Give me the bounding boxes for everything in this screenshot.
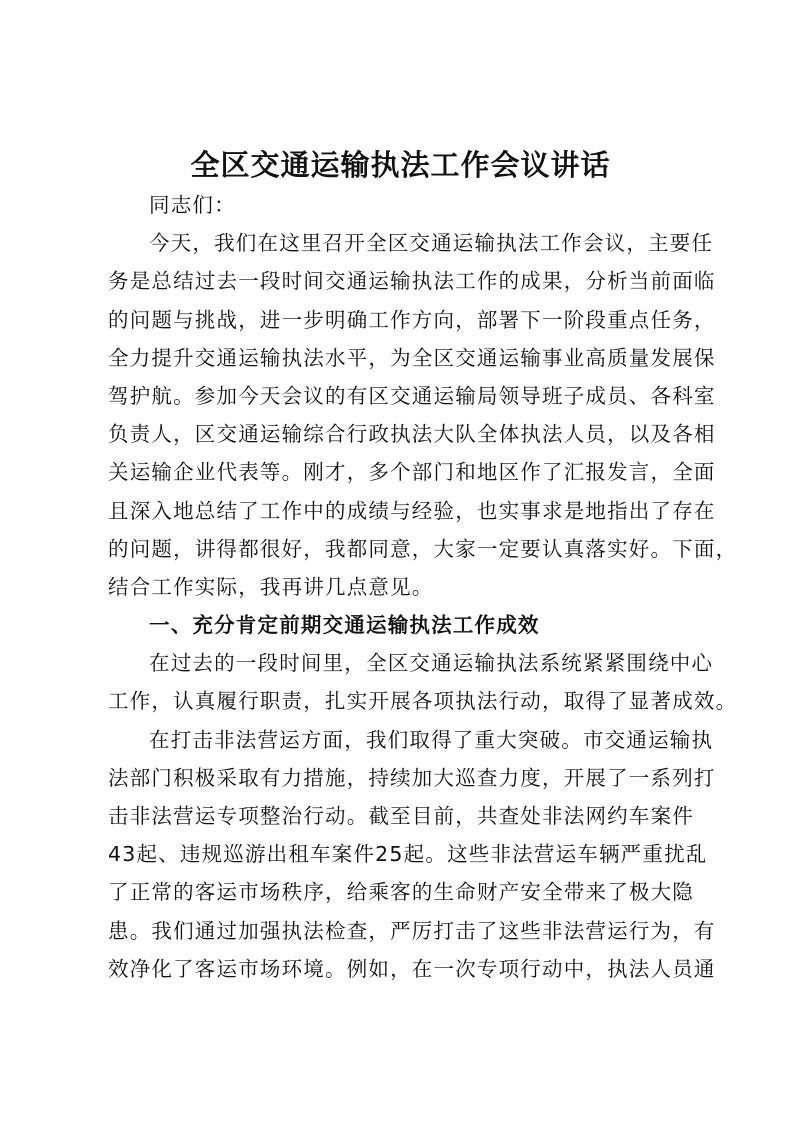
paragraph-line: 43起、违规巡游出租车案件25起。这些非法营运车辆严重扰乱 bbox=[108, 842, 708, 867]
paragraph-line: 了正常的客运市场秩序，给乘客的生命财产安全带来了极大隐 bbox=[108, 880, 694, 905]
paragraph-line: 在打击非法营运方面，我们取得了重大突破。市交通运输执 bbox=[149, 727, 714, 752]
paragraph-line: 今天，我们在这里召开全区交通运输执法工作会议，主要任 bbox=[149, 231, 714, 256]
paragraph-line: 患。我们通过加强执法检查，严厉打击了这些非法营运行为，有 bbox=[108, 918, 716, 943]
paragraph-line: 且深入地总结了工作中的成绩与经验，也实事求是地指出了存在 bbox=[108, 498, 716, 523]
salutation: 同志们： bbox=[149, 193, 236, 217]
paragraph-line: 的问题与挑战，进一步明确工作方向，部署下一阶段重点任务， bbox=[108, 307, 716, 332]
paragraph-line: 法部门积极采取有力措施，持续加大巡查力度，开展了一系列打 bbox=[108, 765, 716, 790]
paragraph-line: 驾护航。参加今天会议的有区交通运输局领导班子成员、各科室 bbox=[108, 383, 716, 408]
paragraph-line: 在过去的一段时间里，全区交通运输执法系统紧紧围绕中心 bbox=[149, 651, 714, 676]
document-body bbox=[108, 186, 738, 988]
paragraph-line: 结合工作实际，我再讲几点意见。 bbox=[108, 574, 434, 599]
paragraph-line: 关运输企业代表等。刚才，多个部门和地区作了汇报发言，全面 bbox=[108, 460, 716, 485]
paragraph-line: 务是总结过去一段时间交通运输执法工作的成果，分析当前面临 bbox=[108, 269, 716, 294]
document-title: 全区交通运输执法工作会议讲话 bbox=[190, 148, 611, 182]
paragraph-line: 工作，认真履行职责，扎实开展各项执法行动，取得了显著成效。 bbox=[108, 689, 738, 714]
paragraph-line: 击非法营运专项整治行动。截至目前，共查处非法网约车案件 bbox=[108, 804, 694, 828]
paragraph-line: 负责人，区交通运输综合行政执法大队全体执法人员，以及各相 bbox=[108, 422, 716, 447]
section-heading: 一、充分肯定前期交通运输执法工作成效 bbox=[149, 613, 540, 638]
paragraph-line: 全力提升交通运输执法水平，为全区交通运输事业高质量发展保 bbox=[108, 345, 716, 370]
paragraph-line: 效净化了客运市场环境。例如，在一次专项行动中，执法人员通 bbox=[108, 956, 716, 981]
paragraph-line: 的问题，讲得都很好，我都同意，大家一定要认真落实好。下面， bbox=[108, 536, 738, 561]
